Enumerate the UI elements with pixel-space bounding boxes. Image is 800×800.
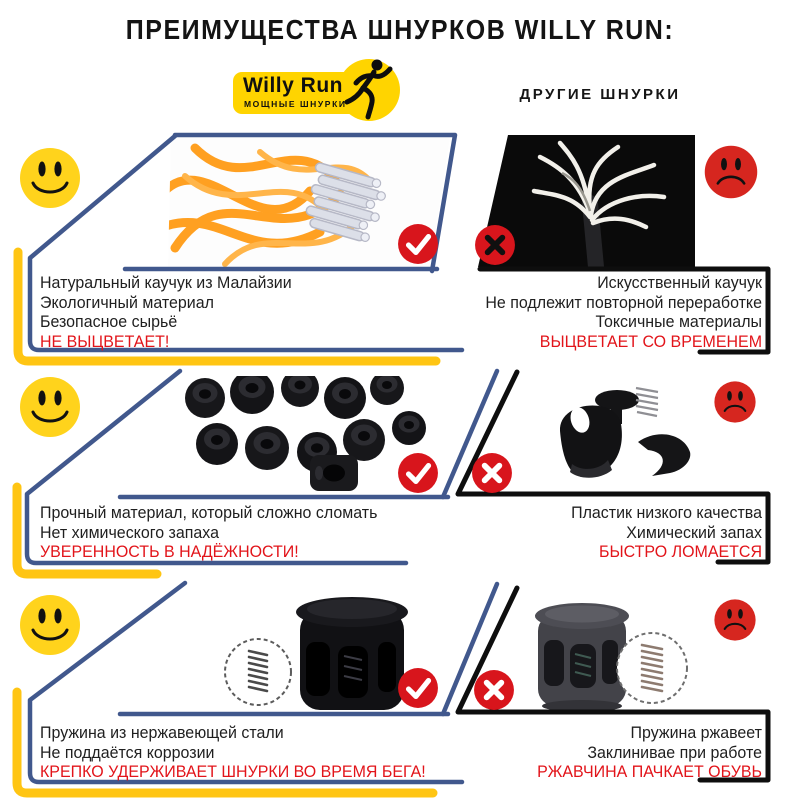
- brand-logo: [233, 72, 359, 114]
- pro-highlight: УВЕРЕННОСТЬ В НАДЁЖНОСТИ!: [40, 542, 299, 561]
- happy-face-icon: [18, 375, 82, 439]
- photo-broken-cordlock: [520, 376, 696, 494]
- pro-line: Экологичный материал: [40, 292, 214, 312]
- pro-highlight: НЕ ВЫЦВЕТАЕТ!: [40, 331, 170, 351]
- pro-line: Безопасное сырьё: [40, 312, 178, 331]
- con-line: Токсичные материалы: [595, 312, 762, 331]
- row3-con-text: [450, 723, 762, 782]
- sad-face-icon: [713, 380, 757, 424]
- row1-pro-text: [40, 273, 444, 351]
- runner-icon: [342, 54, 400, 122]
- sad-face-icon: [703, 144, 759, 200]
- cross-icon: [471, 452, 513, 494]
- row3-pro-text: [40, 723, 454, 782]
- cross-icon: [473, 669, 515, 711]
- con-line: Пружина ржавеет: [630, 723, 762, 742]
- pro-line: Не поддаётся коррозии: [40, 742, 215, 762]
- con-line: Химический запах: [626, 522, 762, 542]
- sad-face-icon: [713, 598, 757, 642]
- brand-name: Willy Run: [243, 74, 343, 97]
- con-line: Пластик низкого качества: [571, 503, 762, 522]
- con-line: Не подлежит повторной переработке: [485, 292, 762, 312]
- cross-icon: [474, 224, 516, 266]
- con-highlight: РЖАВЧИНА ПАЧКАЕТ ОБУВЬ: [537, 762, 762, 781]
- check-icon: [397, 667, 439, 709]
- con-line: Искусственный каучук: [597, 273, 762, 292]
- photo-willy-lock-spring: [222, 592, 422, 718]
- check-icon: [397, 452, 439, 494]
- happy-face-icon: [18, 146, 82, 210]
- happy-face-icon: [18, 593, 82, 657]
- pro-line: Пружина из нержавеющей стали: [40, 723, 284, 742]
- row1-con-text: [422, 273, 762, 351]
- brand-tagline: МОЩНЫЕ ШНУРКИ: [244, 99, 347, 109]
- photo-rusty-lock-spring: [530, 598, 696, 716]
- pro-line: Натуральный каучук из Малайзии: [40, 273, 292, 292]
- pro-line: Нет химического запаха: [40, 522, 220, 542]
- pro-line: Прочный материал, который сложно сломать: [40, 503, 378, 522]
- pro-highlight: КРЕПКО УДЕРЖИВАЕТ ШНУРКИ ВО ВРЕМЯ БЕГА!: [40, 762, 426, 781]
- page-title: ПРЕИМУЩЕСТВА ШНУРКОВ WILLY RUN:: [125, 14, 675, 46]
- con-line: Заклинивае при работе: [587, 742, 762, 762]
- row2-con-text: [450, 503, 762, 562]
- con-highlight: ВЫЦВЕТАЕТ СО ВРЕМЕНЕМ: [539, 331, 762, 351]
- con-highlight: БЫСТРО ЛОМАЕТСЯ: [599, 542, 762, 561]
- competitor-label: ДРУГИЕ ШНУРКИ: [519, 86, 681, 103]
- check-icon: [397, 223, 439, 265]
- row2-pro-text: [40, 503, 454, 562]
